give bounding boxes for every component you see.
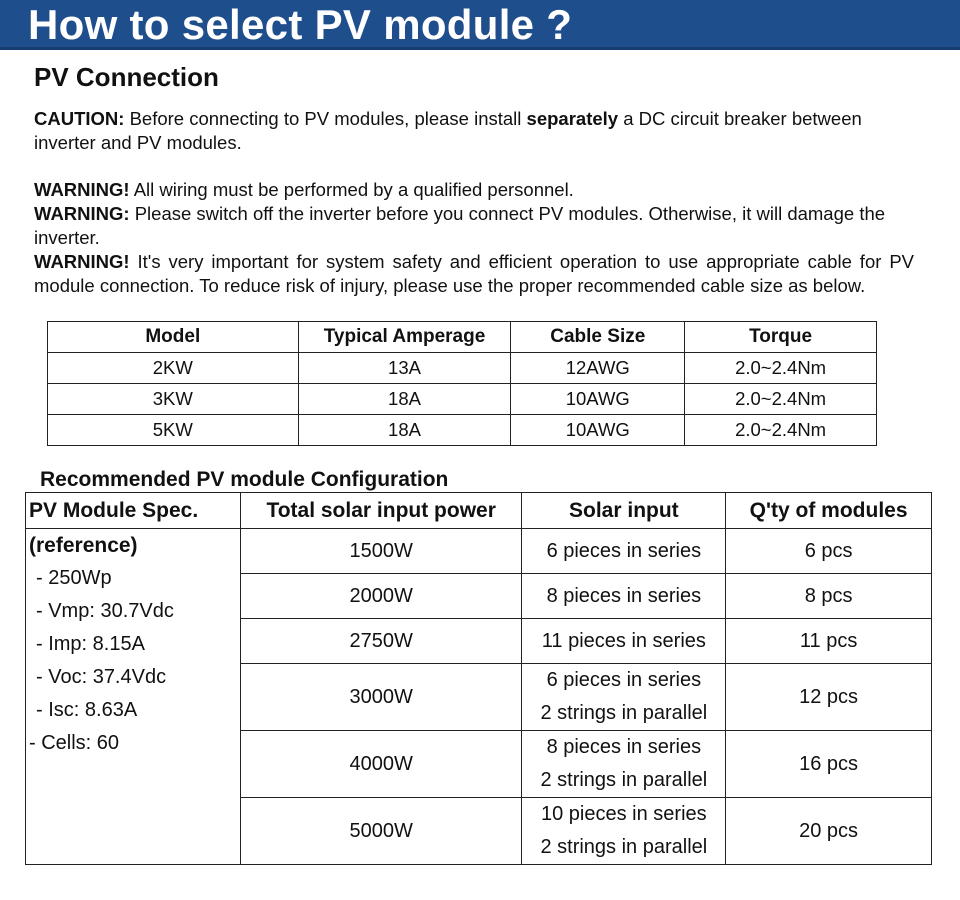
power-cell: 2000W [240,574,522,619]
power-cell: 5000W [240,798,522,865]
parallel-text: 2 strings in parallel [540,836,708,858]
qty-cell: 11 pcs [726,619,932,664]
column-header: Cable Size [511,322,685,353]
table-cell: 5KW [48,415,299,446]
warning-text: All wiring must be performed by a qualified personnel. [133,179,574,200]
power-cell: 1500W [240,529,522,574]
solar-input-cell [522,664,726,731]
warning-notice-2 [34,202,914,250]
power-cell: 4000W [240,731,522,798]
qty-cell: 12 pcs [726,664,932,731]
table-cell: 2.0~2.4Nm [685,353,877,384]
series-text: 10 pieces in series [541,803,707,825]
spec-line: - Imp: 8.15A [36,633,145,655]
power-cell: 2750W [240,619,522,664]
column-header: Torque [685,322,877,353]
caution-label: CAUTION: [34,108,125,129]
parallel-text: 2 strings in parallel [540,769,708,791]
solar-input-cell: 8 pieces in series [522,574,726,619]
table-row [26,529,932,574]
qty-cell: 20 pcs [726,798,932,865]
warning-label: WARNING! [34,179,130,200]
warning-notice-1 [34,178,914,202]
spec-line: - 250Wp [36,567,112,589]
spec-reference: (reference) [29,534,138,557]
warning-text: It's very important for system safety and efficient operation to use appropriate cable for PV module connection. To reduce risk of injury, please use the proper recommended cable size as below. [34,251,914,296]
qty-cell: 16 pcs [726,731,932,798]
parallel-text: 2 strings in parallel [540,702,708,724]
column-header: Typical Amperage [298,322,511,353]
config-title: Recommended PV module Configuration [40,468,449,491]
table-header-row [26,493,932,529]
series-text: 8 pieces in series [546,736,702,758]
solar-input-cell [522,798,726,865]
warning-notice-3 [34,250,914,298]
table-cell: 2KW [48,353,299,384]
table-cell: 18A [298,415,511,446]
solar-input-cell [522,731,726,798]
cable-size-table [47,321,877,446]
title-banner [0,0,960,50]
caution-text-1: Before connecting to PV modules, please install [129,108,522,129]
warning-text: Please switch off the inverter before you connect PV modules. Otherwise, it will damage the inverter. [34,203,886,248]
column-header: Total solar input power [240,493,522,529]
caution-emphasis: separately [526,108,619,129]
spec-line: - Cells: 60 [29,732,120,754]
table-cell: 10AWG [511,415,685,446]
spec-line: - Voc: 37.4Vdc [36,666,167,688]
section-title: PV Connection [34,62,219,92]
caution-notice [34,107,914,155]
table-cell: 18A [298,384,511,415]
solar-input-cell: 11 pieces in series [522,619,726,664]
column-header: PV Module Spec. [26,493,241,529]
qty-cell: 6 pcs [726,529,932,574]
caution-text-2: a DC circuit breaker between inverter and PV modules. [34,108,862,153]
table-cell: 2.0~2.4Nm [685,384,877,415]
warning-label: WARNING: [34,203,130,224]
spec-line: - Isc: 8.63A [36,699,138,721]
power-cell: 3000W [240,664,522,731]
table-header-row [48,322,877,353]
pv-config-table [25,492,932,865]
table-cell: 12AWG [511,353,685,384]
module-spec-cell [26,529,241,865]
warning-label: WARNING! [34,251,130,272]
series-text: 6 pieces in series [546,669,702,691]
column-header: Q'ty of modules [726,493,932,529]
qty-cell: 8 pcs [726,574,932,619]
page-title: How to select PV module ? [28,1,573,48]
table-row [48,384,877,415]
table-cell: 3KW [48,384,299,415]
table-cell: 10AWG [511,384,685,415]
solar-input-cell: 6 pieces in series [522,529,726,574]
column-header: Solar input [522,493,726,529]
table-row [48,353,877,384]
table-cell: 2.0~2.4Nm [685,415,877,446]
column-header: Model [48,322,299,353]
spec-line: - Vmp: 30.7Vdc [36,600,174,622]
table-row [48,415,877,446]
table-cell: 13A [298,353,511,384]
